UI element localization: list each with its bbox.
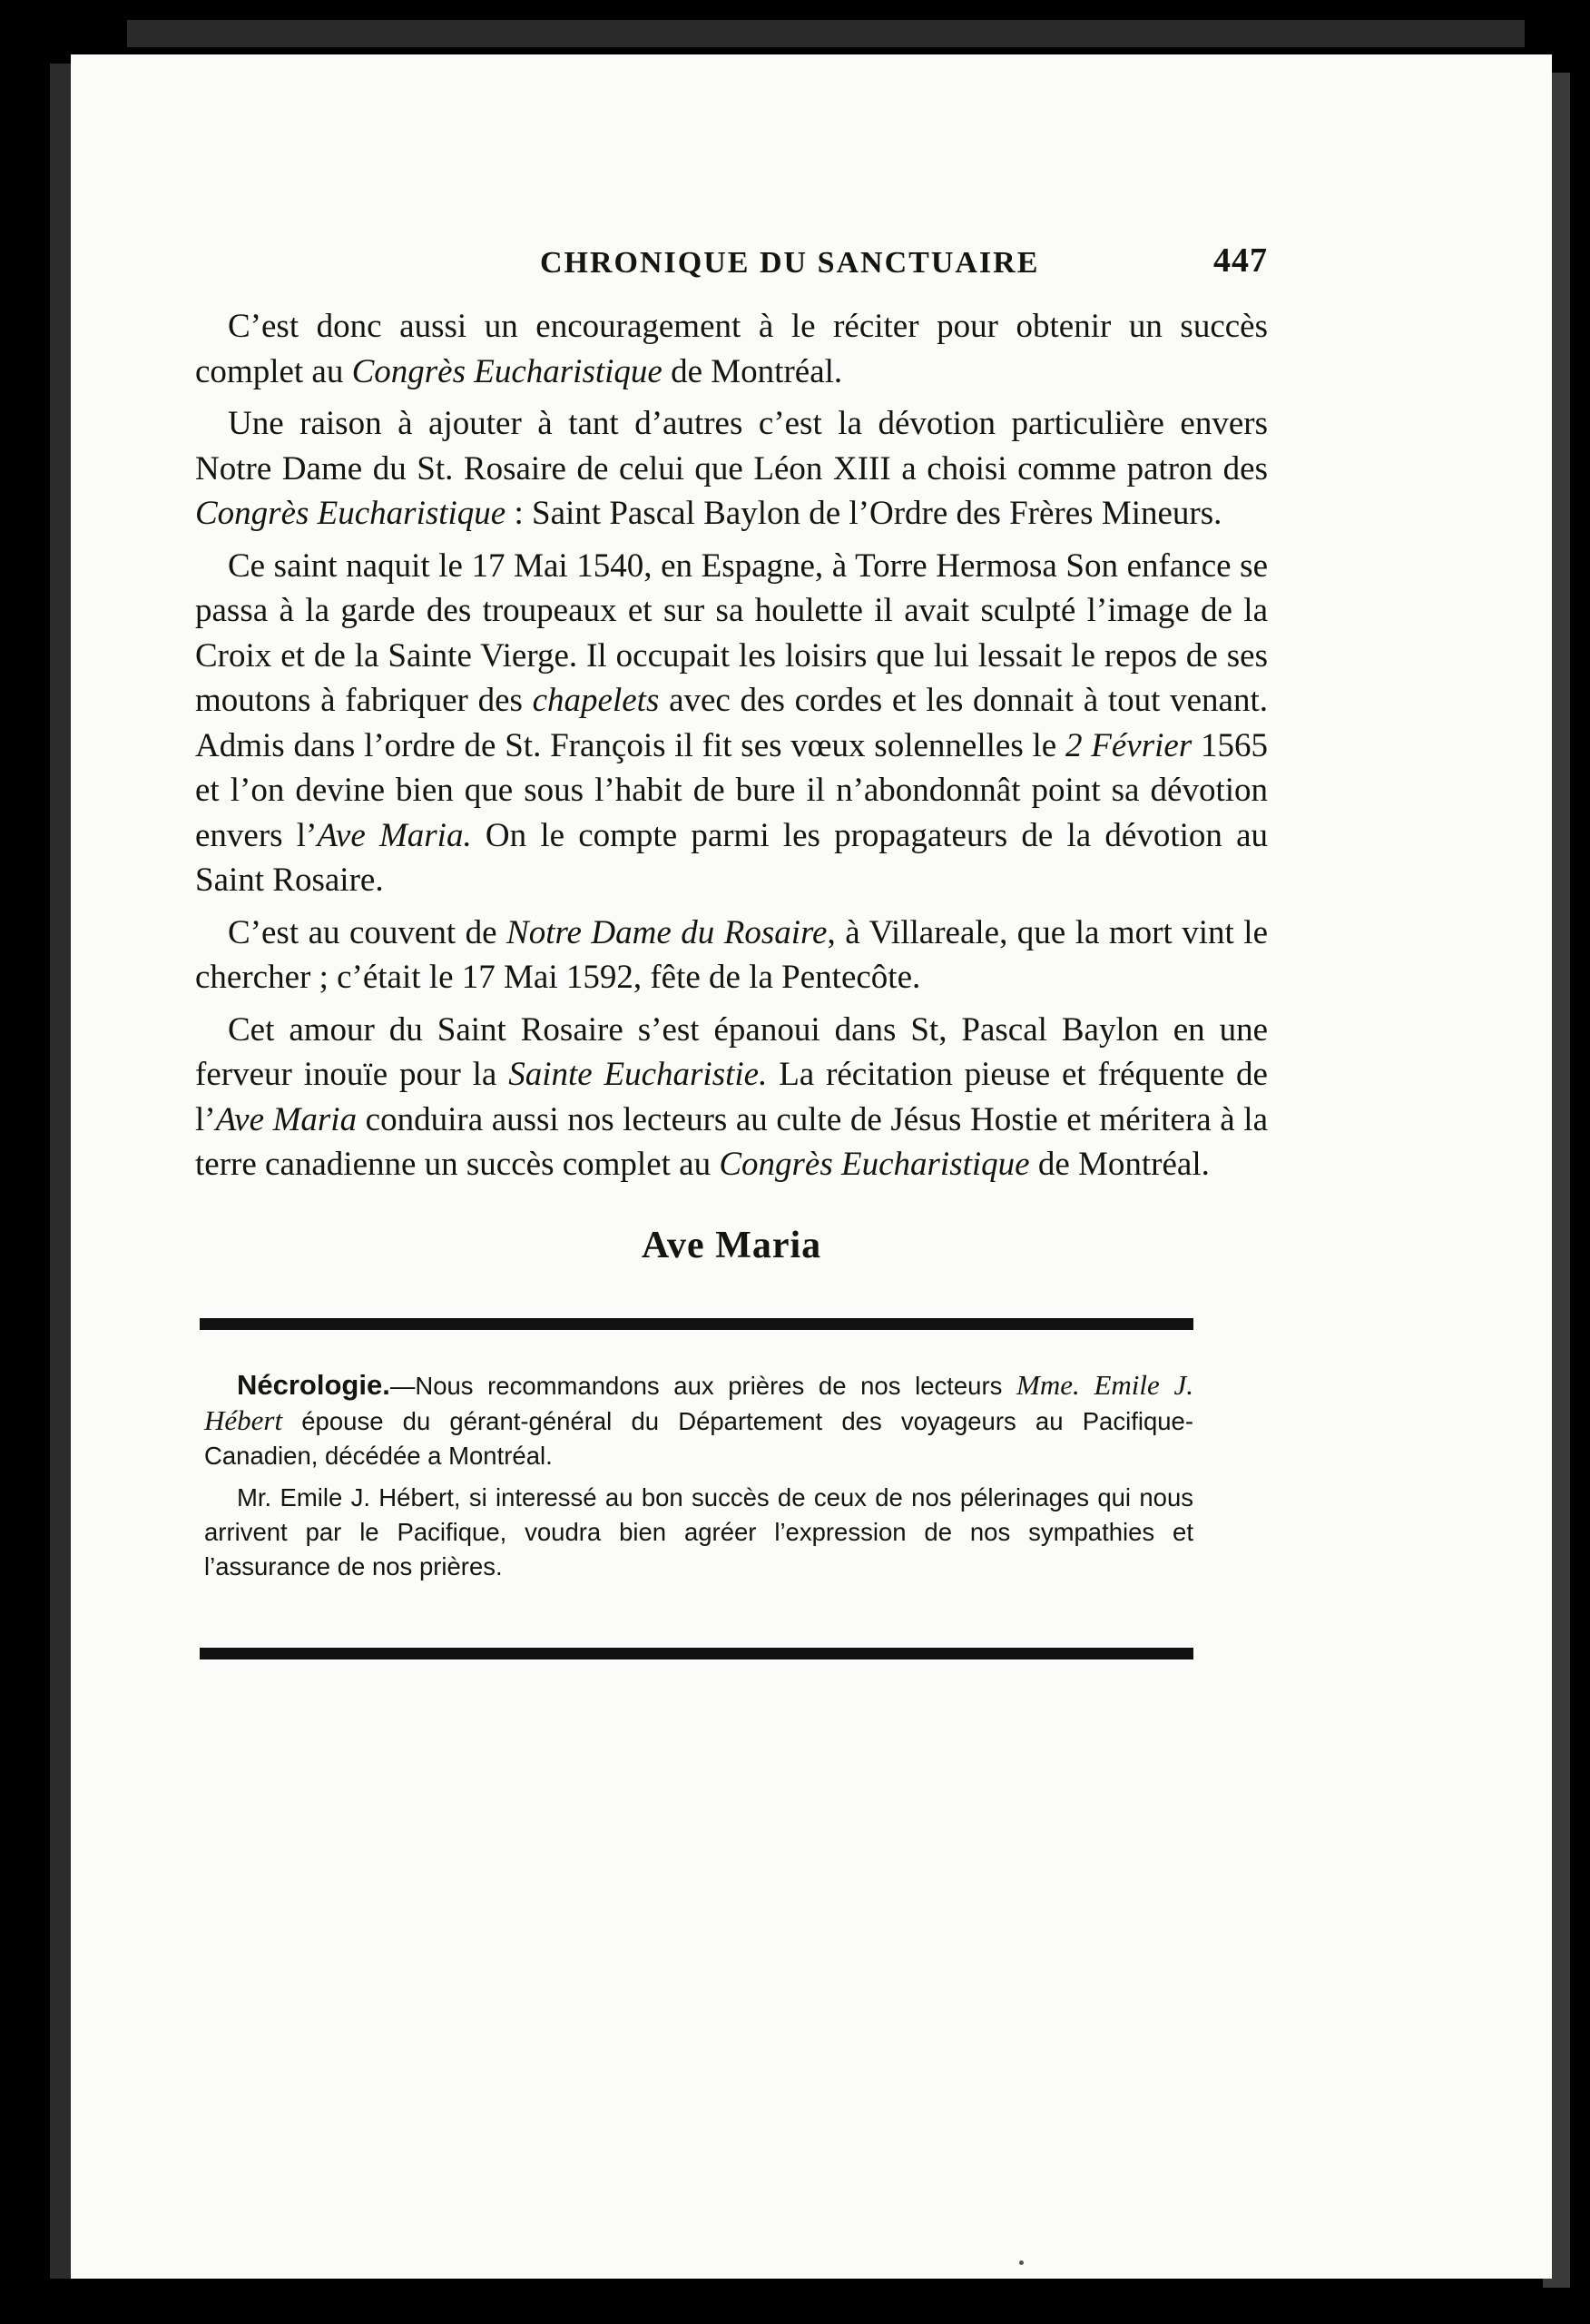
italic-run: Congrès Eucharistique bbox=[351, 352, 662, 390]
text-run: Cet amour du Saint Rosaire s’est épanoui dans St, Pascal Baylon en une ferveur inouïe pour la bbox=[195, 1010, 1268, 1093]
text-run: On le compte parmi les propagateurs de la dévotion au Saint Rosaire. bbox=[195, 816, 1268, 899]
text-run: C’est donc aussi un encouragement à le réciter pour obtenir un succès complet au bbox=[195, 308, 1268, 390]
text-run: Ce saint naquit le 17 Mai 1540, en Espagne, à Torre Hermosa Son enfance se passa à la garde des troupeaux et sur sa houlette il avait sculpté l’image de la Croix et de la Sainte Vierge. Il occupait les loisirs que lui lessait le repos de ses moutons à fabriquer des bbox=[195, 547, 1268, 719]
text-run: La récitation pieuse et fréquente de l’ bbox=[195, 1056, 1268, 1138]
scan-speck bbox=[1019, 2260, 1024, 2265]
running-head: CHRONIQUE DU SANCTUAIRE bbox=[540, 246, 1040, 280]
italic-run: Mme. Emile J. Hébert bbox=[204, 1368, 1193, 1436]
paragraph bbox=[195, 1008, 1268, 1187]
paragraph bbox=[195, 544, 1268, 903]
text-run: de Montréal. bbox=[1029, 1146, 1210, 1183]
italic-run: Congrès Eucharistique bbox=[719, 1146, 1030, 1183]
text-run: épouse du gérant-général du Département des voyageurs au Pacifique-Canadien, décédée a Montréal. bbox=[204, 1406, 1193, 1470]
italic-run: 2 Février bbox=[1065, 726, 1192, 764]
paragraph bbox=[195, 304, 1268, 394]
paragraph bbox=[195, 911, 1268, 1000]
page-header bbox=[195, 241, 1268, 304]
paragraph bbox=[195, 401, 1268, 537]
notice-paragraph bbox=[204, 1368, 1193, 1473]
text-run: conduira aussi nos lecteurs au culte de Jésus Hostie et méritera à la terre canadienne un succès complet au bbox=[195, 1100, 1269, 1183]
article-body bbox=[195, 304, 1268, 1187]
book-spine-shadow bbox=[50, 64, 72, 2279]
italic-run: Sainte Eucharistie. bbox=[508, 1056, 768, 1093]
text-run: avec des cordes et les donnait à tout venant. Admis dans l’ordre de St. François il fit ses vœux solennelles le bbox=[195, 682, 1269, 764]
divider-rule bbox=[200, 1318, 1193, 1330]
text-run: C’est au couvent de bbox=[228, 913, 507, 951]
notice-lead: Nécrologie. bbox=[237, 1368, 390, 1401]
closing-line: Ave Maria bbox=[641, 1224, 822, 1266]
text-column bbox=[195, 241, 1268, 1659]
divider-rule bbox=[200, 1648, 1193, 1659]
text-run: 1565 et l’on devine bien que sous l’habit de bure il n’abondonnât point sa dévotion envers l’ bbox=[195, 726, 1268, 854]
text-run: Une raison à ajouter à tant d’autres c’est la dévotion particulière envers Notre Dame du St. Rosaire de celui que Léon XIII a choisi comme patron des bbox=[195, 405, 1268, 487]
italic-run: Notre Dame du Rosaire bbox=[506, 913, 828, 951]
scan-border-strip bbox=[127, 20, 1525, 47]
text-run: —Nous recommandons aux prières de nos lecteurs bbox=[389, 1371, 1016, 1400]
italic-run: Ave Maria. bbox=[317, 816, 472, 854]
text-run: , à Villareale, que la mort vint le chercher ; c’était le 17 Mai 1592, fête de la Pentecôte. bbox=[195, 913, 1269, 996]
italic-run: chapelets bbox=[532, 682, 660, 719]
italic-run: Ave Maria bbox=[215, 1100, 358, 1138]
text-run: de Montréal. bbox=[662, 352, 843, 390]
obituary-notice bbox=[204, 1368, 1193, 1584]
text-run: : Saint Pascal Baylon de l’Ordre des Frères Mineurs. bbox=[505, 495, 1222, 532]
italic-run: Congrès Eucharistique bbox=[195, 495, 506, 532]
notice-paragraph: Mr. Emile J. Hébert, si interessé au bon succès de ceux de nos pélerinages qui nous arrivent par le Pacifique, voudra bien agréer l’expression de nos sympathies et l’assurance de nos prières. bbox=[204, 1482, 1193, 1581]
page-number: 447 bbox=[1213, 241, 1268, 280]
